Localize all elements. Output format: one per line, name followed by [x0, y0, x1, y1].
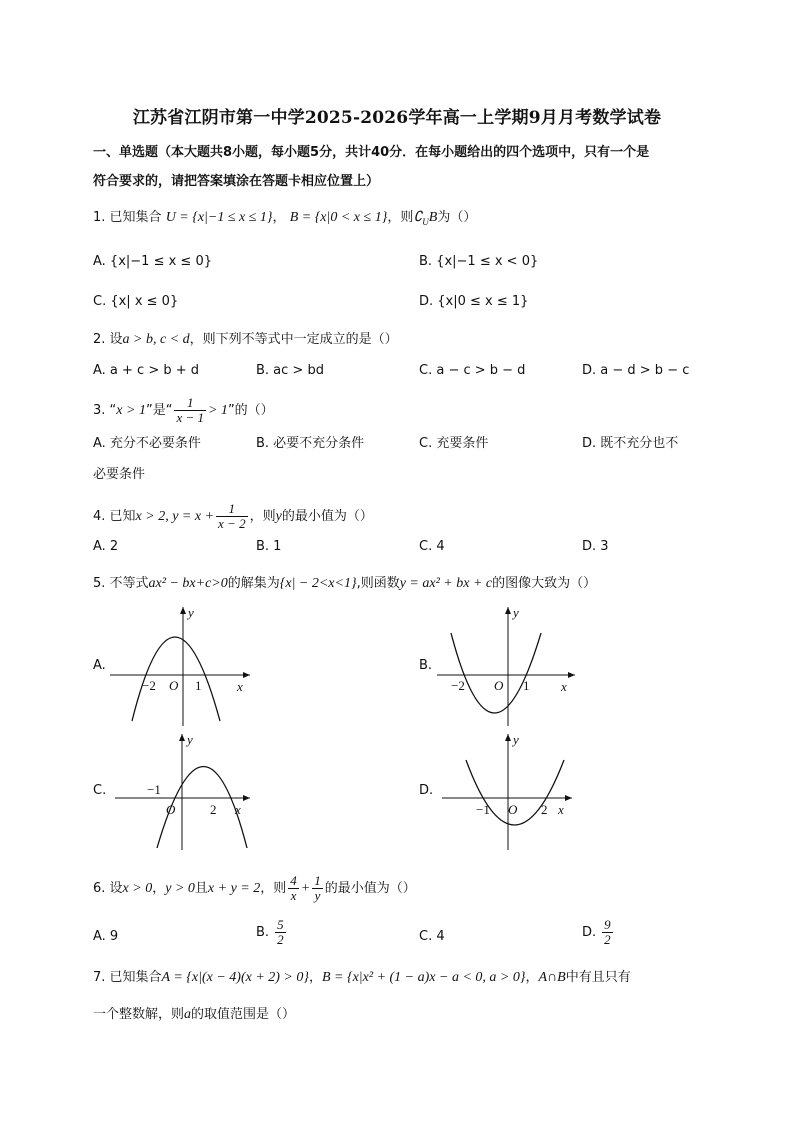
q2-option-b: B. ac > bd: [256, 363, 324, 378]
question-4: 4. 已知x > 2, y = x + $\frac{1}{x - 2}$ ，则y的最小值为（）: [93, 501, 373, 531]
question-6: 6. 设x > 0，y > 0且x + y = 2，则 $\frac{4}{x}$ + $\frac{1}{y}$ 的最小值为（）: [93, 873, 416, 903]
complement-symbol: $∁_UB$: [413, 210, 438, 227]
question-7-line2: 一个整数解，则a的取值范围是（）: [93, 1007, 296, 1022]
svg-text:2: 2: [210, 802, 217, 817]
section-heading-line2: 符合要求的，请把答案填涂在答题卡相应位置上）: [93, 174, 380, 189]
q4-option-c: C. 4: [419, 539, 445, 554]
fraction: $\frac{1}{x - 2}$: [218, 501, 246, 531]
q1-option-c: C. {x| x ≤ 0}: [93, 294, 179, 309]
fraction: $\frac{1}{x - 1}$: [176, 395, 204, 425]
q4-option-a: A. 2: [93, 539, 119, 554]
graph-d-label: D.: [419, 783, 434, 798]
question-7: 7. 已知集合A = {x|(x − 4)(x + 2) > 0}，B = {x|x² + (1 − a)x − a < 0, a > 0}，A∩B中有且只有: [93, 970, 631, 985]
svg-text:y: y: [513, 732, 519, 747]
q2-option-c: C. a − c > b − d: [419, 363, 526, 378]
svg-text:−1: −1: [147, 782, 161, 797]
svg-text:−1: −1: [476, 802, 490, 817]
svg-text:O: O: [169, 678, 179, 693]
q1-option-b: B. {x|−1 ≤ x < 0}: [419, 254, 539, 269]
svg-text:1: 1: [523, 678, 530, 693]
question-3: 3. “x > 1”是“ $\frac{1}{x - 1}$ > 1”的（）: [93, 395, 274, 425]
graph-d: [442, 730, 592, 855]
svg-text:−2: −2: [451, 678, 465, 693]
q3-option-d: D. 既不充分也不: [582, 436, 679, 451]
q3-option-a: A. 充分不必要条件: [93, 436, 201, 451]
svg-text:x: x: [561, 679, 567, 694]
q3-option-c: C. 充要条件: [419, 436, 489, 451]
y-axis-label: y: [188, 605, 194, 620]
q6-option-d: D. $\frac{9}{2}$: [582, 917, 611, 947]
svg-text:1: 1: [195, 678, 202, 693]
graph-c: [115, 730, 265, 855]
q4-option-d: D. 3: [582, 539, 609, 554]
q6-option-a: A. 9: [93, 929, 119, 944]
svg-text:x: x: [558, 802, 564, 817]
svg-text:y: y: [513, 605, 519, 620]
graph-c-label: C.: [93, 783, 107, 798]
graph-b: [437, 603, 587, 728]
q2-option-d: D. a − d > b − c: [582, 363, 690, 378]
section-heading-line1: 一、单选题（本大题共8小题，每小题5分，共计40分．在每小题给出的四个选项中，只有一个是: [93, 145, 650, 160]
graph-a-label: A.: [93, 658, 106, 673]
x-axis-label: x: [237, 679, 243, 694]
svg-text:x: x: [235, 802, 241, 817]
q6-option-c: C. 4: [419, 929, 445, 944]
svg-text:−2: −2: [142, 678, 156, 693]
q4-option-b: B. 1: [256, 539, 282, 554]
q2-option-a: A. a + c > b + d: [93, 363, 200, 378]
graph-a: [110, 603, 260, 728]
svg-text:y: y: [187, 732, 193, 747]
page-title: 江苏省江阴市第一中学2025-2026学年高一上学期9月月考数学试卷: [132, 108, 662, 128]
question-1: 1. 已知集合 U = {x|−1 ≤ x ≤ 1}， B = {x|0 < x ≤ 1}，则$∁_UB$为（）: [93, 210, 477, 227]
question-2: 2. 设a > b, c < d，则下列不等式中一定成立的是（）: [93, 332, 398, 347]
graph-b-label: B.: [419, 658, 433, 673]
set-B: B = {x|0 < x ≤ 1}: [289, 210, 388, 225]
svg-text:O: O: [494, 678, 504, 693]
q3-option-b: B. 必要不充分条件: [256, 436, 365, 451]
q1-option-d: D. {x|0 ≤ x ≤ 1}: [419, 294, 529, 309]
svg-text:2: 2: [541, 802, 548, 817]
q6-option-b: B. $\frac{5}{2}$: [256, 917, 284, 947]
q3-option-d-wrap: 必要条件: [93, 467, 146, 482]
q1-option-a: A. {x|−1 ≤ x ≤ 0}: [93, 254, 212, 269]
svg-text:O: O: [166, 802, 176, 817]
svg-text:O: O: [508, 802, 518, 817]
question-5: 5. 不等式ax² − bx+c>0的解集为{x| − 2<x<1},则函数y = ax² + bx + c的图像大致为（）: [93, 576, 597, 591]
set-U: U = {x|−1 ≤ x ≤ 1}: [165, 210, 273, 225]
